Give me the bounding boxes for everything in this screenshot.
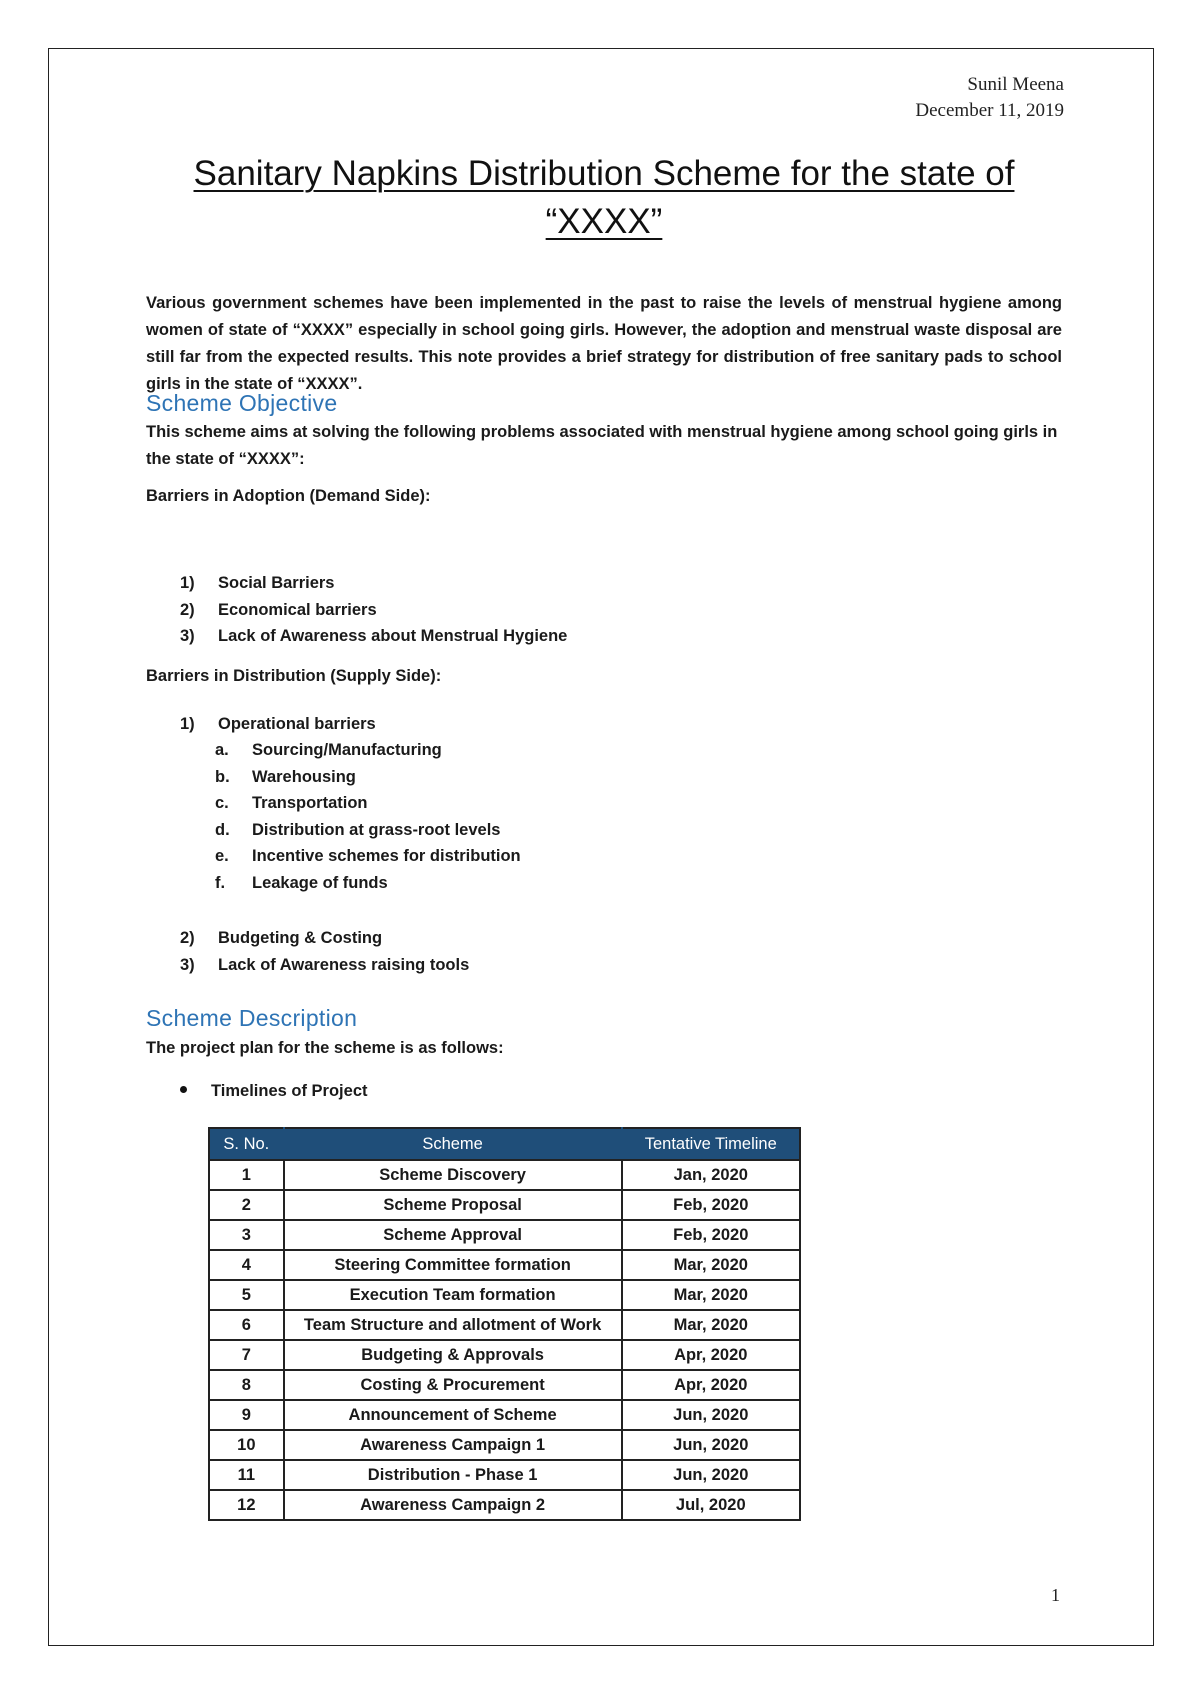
cell-scheme: Execution Team formation <box>284 1280 622 1310</box>
list-item <box>180 952 469 979</box>
cell-timeline: Apr, 2020 <box>622 1370 800 1400</box>
list-item-label: Budgeting & Costing <box>218 929 383 947</box>
sublist-item-label: Incentive schemes for distribution <box>252 847 521 865</box>
sublist-item <box>180 817 521 844</box>
sublist-letter: e. <box>215 847 229 865</box>
bullet-item <box>180 1078 368 1104</box>
sublist-item-label: Leakage of funds <box>252 873 388 892</box>
bullet-icon <box>180 1086 187 1093</box>
sublist-letter: c. <box>215 794 229 812</box>
sublist-item-label: Distribution at grass-root levels <box>252 820 501 839</box>
author-name: Sunil Meena <box>967 74 1064 95</box>
table-row <box>209 1460 800 1490</box>
supply-side-list-continued <box>180 925 469 978</box>
cell-scheme: Team Structure and allotment of Work <box>284 1310 622 1340</box>
table-row <box>209 1370 800 1400</box>
cell-sno: 4 <box>209 1250 284 1280</box>
cell-sno: 6 <box>209 1310 284 1340</box>
author-block <box>915 72 1064 124</box>
list-number: 3) <box>180 955 195 974</box>
list-item <box>180 623 567 650</box>
cell-scheme: Awareness Campaign 1 <box>284 1430 622 1460</box>
description-heading: Scheme Description <box>146 1005 358 1031</box>
table-row <box>209 1400 800 1430</box>
cell-scheme: Distribution - Phase 1 <box>284 1460 622 1490</box>
table-row <box>209 1430 800 1460</box>
cell-scheme: Announcement of Scheme <box>284 1400 622 1430</box>
cell-sno: 3 <box>209 1220 284 1250</box>
bullet-label: Timelines of Project <box>211 1082 368 1100</box>
cell-timeline: Feb, 2020 <box>622 1220 800 1250</box>
table-row <box>209 1490 800 1520</box>
cell-sno: 5 <box>209 1280 284 1310</box>
table-row <box>209 1220 800 1250</box>
cell-sno: 12 <box>209 1490 284 1520</box>
table-row <box>209 1190 800 1220</box>
cell-timeline: Mar, 2020 <box>622 1250 800 1280</box>
header-timeline: Tentative Timeline <box>622 1128 800 1160</box>
operational-sublist <box>180 737 521 896</box>
cell-scheme: Scheme Approval <box>284 1220 622 1250</box>
table-row <box>209 1250 800 1280</box>
sublist-letter: a. <box>215 741 229 759</box>
demand-side-heading: Barriers in Adoption (Demand Side): <box>146 487 431 505</box>
cell-scheme: Budgeting & Approvals <box>284 1340 622 1370</box>
list-item <box>180 597 567 624</box>
objective-text: This scheme aims at solving the following problems associated with menstrual hygiene among school going girls in the state of “XXXX”: <box>146 423 1058 468</box>
cell-timeline: Jul, 2020 <box>622 1490 800 1520</box>
sublist-item <box>180 870 521 897</box>
cell-scheme: Scheme Proposal <box>284 1190 622 1220</box>
sublist-item <box>180 843 521 870</box>
cell-scheme: Awareness Campaign 2 <box>284 1490 622 1520</box>
supply-side-heading: Barriers in Distribution (Supply Side): <box>146 667 442 685</box>
list-number: 1) <box>180 574 195 592</box>
page-number: 1 <box>1051 1585 1060 1605</box>
objective-heading: Scheme Objective <box>146 390 338 416</box>
intro-paragraph: Various government schemes have been implemented in the past to raise the levels of menstrual hygiene among women of state of “XXXX” especially in school going girls. However, the adoption and menstrual waste disposal are still far from the expected results. This note provides a brief strategy for distribution of free sanitary pads to school girls in the state of “XXXX”. <box>146 294 1062 393</box>
cell-sno: 9 <box>209 1400 284 1430</box>
list-item-label: Operational barriers <box>218 715 376 733</box>
timeline-table <box>208 1127 801 1521</box>
list-item <box>180 570 567 597</box>
table-row <box>209 1340 800 1370</box>
list-item <box>180 925 469 952</box>
sublist-item-label: Transportation <box>252 794 368 812</box>
table-row <box>209 1280 800 1310</box>
supply-side-list <box>180 711 376 738</box>
cell-timeline: Feb, 2020 <box>622 1190 800 1220</box>
list-item-label: Economical barriers <box>218 600 377 619</box>
list-number: 2) <box>180 929 195 947</box>
cell-sno: 8 <box>209 1370 284 1400</box>
cell-scheme: Scheme Discovery <box>284 1160 622 1190</box>
cell-sno: 1 <box>209 1160 284 1190</box>
description-text: The project plan for the scheme is as follows: <box>146 1039 504 1057</box>
list-number: 2) <box>180 600 195 619</box>
cell-sno: 2 <box>209 1190 284 1220</box>
list-number: 1) <box>180 715 195 733</box>
list-item-label: Social Barriers <box>218 574 335 592</box>
list-number: 3) <box>180 627 195 645</box>
header-scheme: Scheme <box>284 1128 622 1160</box>
cell-timeline: Jun, 2020 <box>622 1460 800 1490</box>
cell-timeline: Jun, 2020 <box>622 1430 800 1460</box>
sublist-letter: d. <box>215 820 230 839</box>
sublist-letter: b. <box>215 767 230 786</box>
cell-timeline: Jan, 2020 <box>622 1160 800 1190</box>
demand-side-list <box>180 570 567 650</box>
list-item <box>180 711 376 738</box>
cell-timeline: Jun, 2020 <box>622 1400 800 1430</box>
cell-timeline: Apr, 2020 <box>622 1340 800 1370</box>
document-title: Sanitary Napkins Distribution Scheme for the state of “XXXX” <box>193 154 1015 241</box>
cell-sno: 11 <box>209 1460 284 1490</box>
sublist-letter: f. <box>215 873 226 892</box>
table-row <box>209 1310 800 1340</box>
cell-scheme: Costing & Procurement <box>284 1370 622 1400</box>
cell-sno: 10 <box>209 1430 284 1460</box>
sublist-item-label: Sourcing/Manufacturing <box>252 741 442 759</box>
header-sno: S. No. <box>209 1128 284 1160</box>
cell-timeline: Mar, 2020 <box>622 1280 800 1310</box>
sublist-item <box>180 737 521 764</box>
list-item-label: Lack of Awareness raising tools <box>218 955 470 974</box>
cell-scheme: Steering Committee formation <box>284 1250 622 1280</box>
list-item-label: Lack of Awareness about Menstrual Hygiene <box>218 627 568 645</box>
sublist-item <box>180 764 521 791</box>
table-header-row <box>209 1128 800 1160</box>
document-date: December 11, 2019 <box>915 100 1064 121</box>
table-row <box>209 1160 800 1190</box>
cell-timeline: Mar, 2020 <box>622 1310 800 1340</box>
cell-sno: 7 <box>209 1340 284 1370</box>
sublist-item <box>180 790 521 817</box>
sublist-item-label: Warehousing <box>252 767 356 786</box>
